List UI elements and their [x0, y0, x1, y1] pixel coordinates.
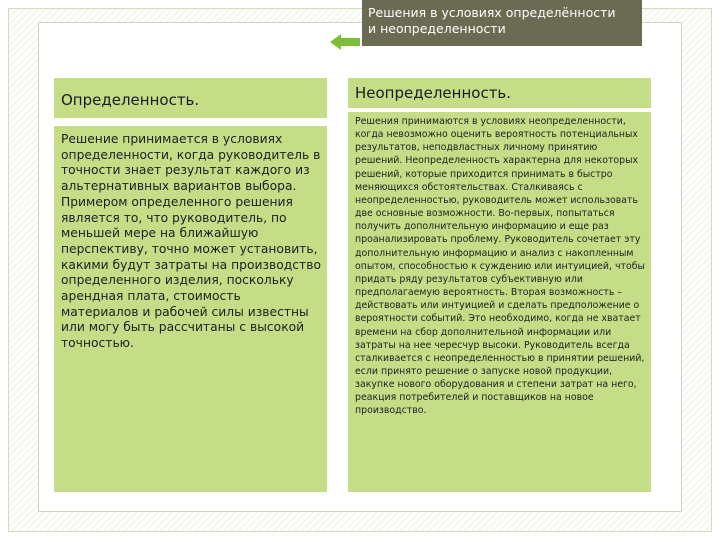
uncertainty-text-box [348, 112, 651, 492]
heading-uncertainty: Неопределенность. [348, 78, 651, 108]
certainty-text-box [54, 126, 327, 492]
heading-certainty: Определенность. [54, 78, 327, 118]
slide-title-line-1: Решения в условиях определённости [368, 5, 616, 20]
slide-title-line-2: и неопределенности [368, 21, 506, 36]
uncertainty-text: Решения принимаются в условиях неопределенности, когда невозможно оценить вероятность потенциальных результатов, неподвластных личному принятию решений. Неопределенность характерна для некоторых решений, которые приходится принимать в быстро меняющихся обстоятельствах. Сталкиваясь с неопределенностью, руководитель может использовать две основные возможности. Во-первых, попытаться получить дополнительную информацию и еще раз проанализировать проблему. Руководитель сочетает эту дополнительную информацию и анализ с накопленным опытом, способностью к суждению или интуицией, чтобы придать ряду результатов субъективную или предполагаемую вероятность. Вторая возможность – действовать или интуицией и сделать предположение о вероятности событий. Это необходимо, когда не хватает времени на сбор дополнительной информации или затраты на нее чересчур высоки. Руководитель всегда сталкивается с неопределенностью в принятии решений, если принято решение о запуске новой продукции, закупке нового оборудования и степени затрат на него, реакция потребителей и поставщиков на новое производство. [355, 116, 645, 417]
certainty-text: Решение принимается в условиях определенности, когда руководитель в точности знает результат каждого из альтернативных вариантов выбора. Примером определенного решения является то, что руководитель, по меньшей мере на ближайшую перспективу, точно может установить, какими будут затраты на производство определенного изделия, поскольку арендная плата, стоимость материалов и рабочей силы известны или могу быть рассчитаны с высокой точностью. [61, 132, 321, 351]
arrow-left-icon [330, 34, 360, 50]
slide-title [362, 0, 642, 46]
